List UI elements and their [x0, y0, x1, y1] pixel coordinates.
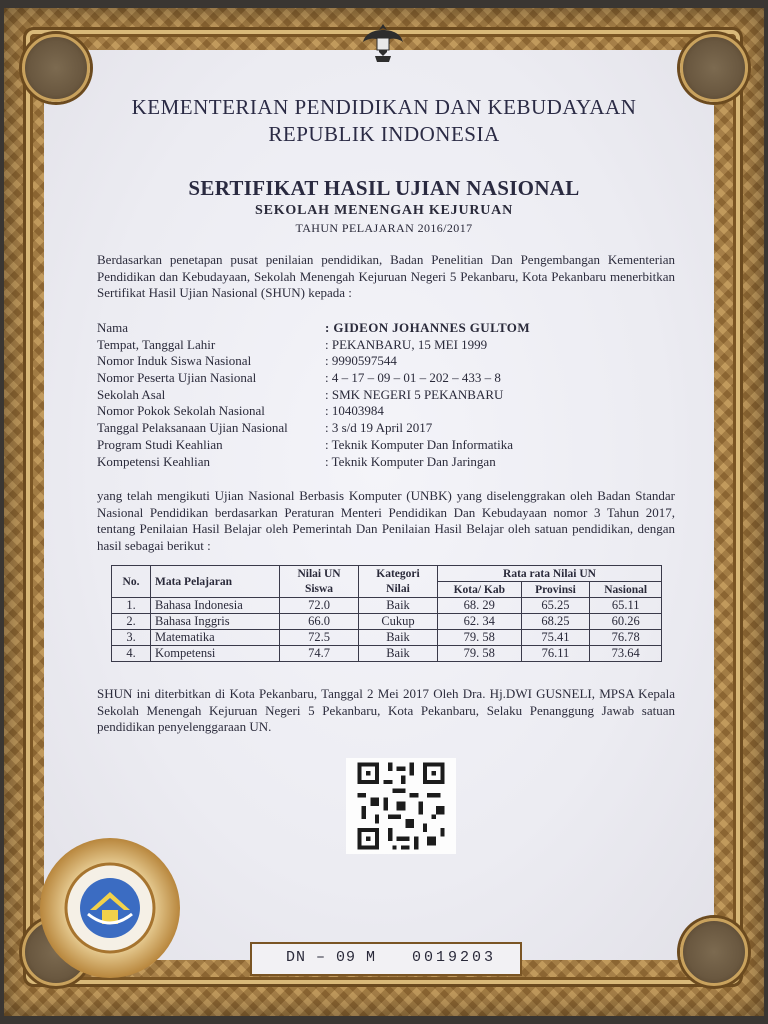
detail-value: : GIDEON JOHANNES GULTOM	[325, 320, 530, 335]
header-category: Kategori	[359, 566, 438, 582]
header-average: Rata rata Nilai UN	[438, 566, 662, 582]
detail-label: Nomor Induk Siswa Nasional	[97, 353, 252, 369]
detail-label: Program Studi Keahlian	[97, 436, 223, 452]
header-subject: Mata Pelajaran	[151, 566, 280, 598]
table-row	[112, 646, 662, 662]
cell-no: 4.	[112, 646, 151, 662]
detail-value: : PEKANBARU, 15 MEI 1999	[325, 336, 488, 352]
certificate-subtitle: SEKOLAH MENENGAH KEJURUAN	[254, 203, 514, 218]
certificate-title: SERTIFIKAT HASIL UJIAN NASIONAL	[188, 176, 580, 200]
detail-label: Nomor Peserta Ujian Nasional	[97, 370, 257, 386]
cell-province: 65.25	[521, 598, 590, 614]
corner-ornament-top-left	[22, 34, 90, 102]
header-no: No.	[112, 566, 151, 598]
cell-score: 72.5	[280, 630, 359, 646]
detail-value: : Teknik Komputer Dan Informatika	[325, 436, 514, 452]
detail-value: : SMK NEGERI 5 PEKANBARU	[325, 386, 504, 402]
school-seal-stamp	[40, 838, 180, 978]
republic-name: REPUBLIK INDONESIA	[268, 122, 500, 146]
detail-label: Nomor Pokok Sekolah Nasional	[97, 403, 265, 419]
detail-value: : Teknik Komputer Dan Jaringan	[325, 453, 496, 469]
closing-paragraph: SHUN ini diterbitkan di Kota Pekanbaru, Tanggal 2 Mei 2017 Oleh Dra. Hj.DWI GUSNELI, MPSA Kepala Sekolah Menengah Kejuruan Negeri 5 Pekanbaru, Kota Pekanbaru, Selaku Penanggung Jawab satuan pendidikan penyelenggaraan UN.	[97, 686, 675, 734]
cell-national: 60.26	[590, 614, 662, 630]
document-code: DN – 09 M	[286, 949, 377, 966]
cell-category: Baik	[359, 630, 438, 646]
cell-category: Cukup	[359, 614, 438, 630]
cell-national: 73.64	[590, 646, 662, 662]
cell-national: 76.78	[590, 630, 662, 646]
detail-row	[97, 370, 530, 387]
table-row	[112, 630, 662, 646]
detail-label: Nama	[97, 320, 129, 335]
corner-ornament-top-right	[680, 34, 748, 102]
header-national: Nasional	[590, 582, 662, 598]
detail-label: Tanggal Pelaksanaan Ujian Nasional	[97, 420, 288, 436]
header-city: Kota/ Kab	[438, 582, 522, 598]
detail-label: Tempat, Tanggal Lahir	[97, 336, 216, 352]
grades-table	[111, 565, 662, 662]
cell-subject: Matematika	[151, 630, 280, 646]
tut-wuri-handayani-logo-icon	[40, 838, 180, 978]
detail-value: : 9990597544	[325, 353, 397, 369]
cell-city: 62. 34	[438, 614, 522, 630]
detail-row	[97, 420, 530, 437]
detail-value: : 4 – 17 – 09 – 01 – 202 – 433 – 8	[325, 370, 501, 386]
header-score-sub: Siswa	[280, 582, 359, 598]
cell-category: Baik	[359, 646, 438, 662]
cell-subject: Bahasa Inggris	[151, 614, 280, 630]
cell-province: 76.11	[521, 646, 590, 662]
student-details	[97, 320, 530, 470]
detail-row	[97, 403, 530, 420]
cell-province: 75.41	[521, 630, 590, 646]
cell-score: 66.0	[280, 614, 359, 630]
table-row	[112, 614, 662, 630]
corner-ornament-bottom-right	[680, 918, 748, 986]
cell-subject: Kompetensi	[151, 646, 280, 662]
serial-number: 0019203	[412, 949, 497, 966]
cell-city: 79. 58	[438, 630, 522, 646]
detail-row	[97, 353, 530, 370]
cell-no: 3.	[112, 630, 151, 646]
detail-value: : 10403984	[325, 403, 384, 419]
header-category-sub: Nilai	[359, 582, 438, 598]
cell-score: 74.7	[280, 646, 359, 662]
detail-row	[97, 387, 530, 404]
cell-city: 68. 29	[438, 598, 522, 614]
detail-label: Sekolah Asal	[97, 386, 166, 402]
detail-label: Kompetensi Keahlian	[97, 453, 210, 469]
qr-code-icon	[346, 758, 456, 854]
academic-year: TAHUN PELAJARAN 2016/2017	[295, 221, 473, 235]
intro-paragraph: Berdasarkan penetapan pusat penilaian pendidikan, Badan Penelitian Dan Pengembangan Kementerian Pendidikan dan Kebudayaan, Sekolah Menengah Kejuruan Negeri 5 Pekanbaru, Kota Pekanbaru menerbitkan Sertifikat Hasil Ujian Nasional (SHUN) kepada :	[97, 252, 675, 300]
cell-no: 1.	[112, 598, 151, 614]
table-header-row	[112, 566, 662, 582]
cell-category: Baik	[359, 598, 438, 614]
cell-national: 65.11	[590, 598, 662, 614]
detail-value: : 3 s/d 19 April 2017	[325, 420, 433, 436]
detail-row	[97, 320, 530, 337]
ministry-name: KEMENTERIAN PENDIDIKAN DAN KEBUDAYAAN	[131, 95, 637, 119]
header-score: Nilai UN	[280, 566, 359, 582]
cell-no: 2.	[112, 614, 151, 630]
cell-province: 68.25	[521, 614, 590, 630]
cell-score: 72.0	[280, 598, 359, 614]
table-row	[112, 598, 662, 614]
detail-row	[97, 337, 530, 354]
cell-subject: Bahasa Indonesia	[151, 598, 280, 614]
detail-row	[97, 454, 530, 471]
header-province: Provinsi	[521, 582, 590, 598]
statement-paragraph: yang telah mengikuti Ujian Nasional Berbasis Komputer (UNBK) yang diselenggrakan oleh Badan Standar Nasional Pendidikan berdasarkan Peraturan Menteri Pendidikan Dan Kebudayaan nomor 3 Tahun 2017, tentang Penilaian Hasil Belajar oleh Pemerintah Dan Penilaian Hasil Belajar oleh satuan pendidikan, dengan hasil sebagai berikut :	[97, 488, 675, 553]
detail-row	[97, 437, 530, 454]
cell-city: 79. 58	[438, 646, 522, 662]
garuda-emblem-icon	[361, 22, 405, 64]
